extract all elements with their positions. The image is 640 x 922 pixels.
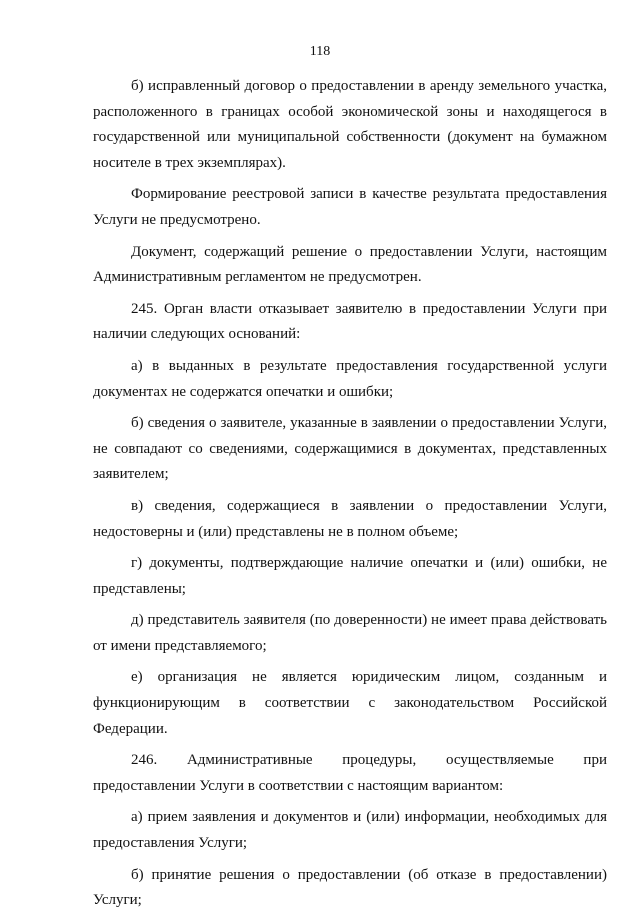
document-body [93,74,607,920]
paragraph-246-b: б) принятие решения о предоставлении (об отказе в предоставлении) Услуги; [93,866,607,909]
paragraph-registry-record: Формирование реестровой записи в качестве результата предоставления Услуги не предусмотрено. [93,186,607,228]
paragraph-245-a: а) в выданных в результате предоставления государственной услуги документах не содержатся опечатки и ошибки; [93,357,607,400]
paragraph-245-g: г) документы, подтверждающие наличие опечатки и (или) ошибки, не представлены; [93,555,607,597]
paragraph-b-corrected-contract: б) исправленный договор о предоставлении в аренду земельного участка, расположенного в границах особой экономической зоны и находящегося в государственной или муниципальной собственности (документ на бумажном носителе в трех экземплярах). [93,78,607,171]
paragraph-decision-document: Документ, содержащий решение о предоставлении Услуги, настоящим Административным регламентом не предусмотрен. [93,243,607,286]
paragraph-245-d: д) представитель заявителя (по доверенности) не имеет права действовать от имени представляемого; [93,612,607,654]
paragraph-246-procedures: 246. Административные процедуры, осуществляемые при предоставлении Услуги в соответствии с настоящим вариантом: [93,752,607,794]
paragraph-245-b: б) сведения о заявителе, указанные в заявлении о предоставлении Услуги, не совпадают со сведениями, содержащимися в документах, представленных заявителем; [93,415,607,483]
paragraph-245-v: в) сведения, содержащиеся в заявлении о предоставлении Услуги, недостоверны и (или) представлены не в полном объеме; [93,497,607,540]
paragraph-245-e: е) организация не является юридическим лицом, созданным и функционирующим в соответствии с законодательством Российской Федерации. [93,669,607,737]
paragraph-245-refusal-grounds: 245. Орган власти отказывает заявителю в предоставлении Услуги при наличии следующих оснований: [93,300,607,343]
paragraph-246-a: а) прием заявления и документов и (или) информации, необходимых для предоставления Услуги; [93,809,607,852]
page-number: 118 [309,44,331,59]
